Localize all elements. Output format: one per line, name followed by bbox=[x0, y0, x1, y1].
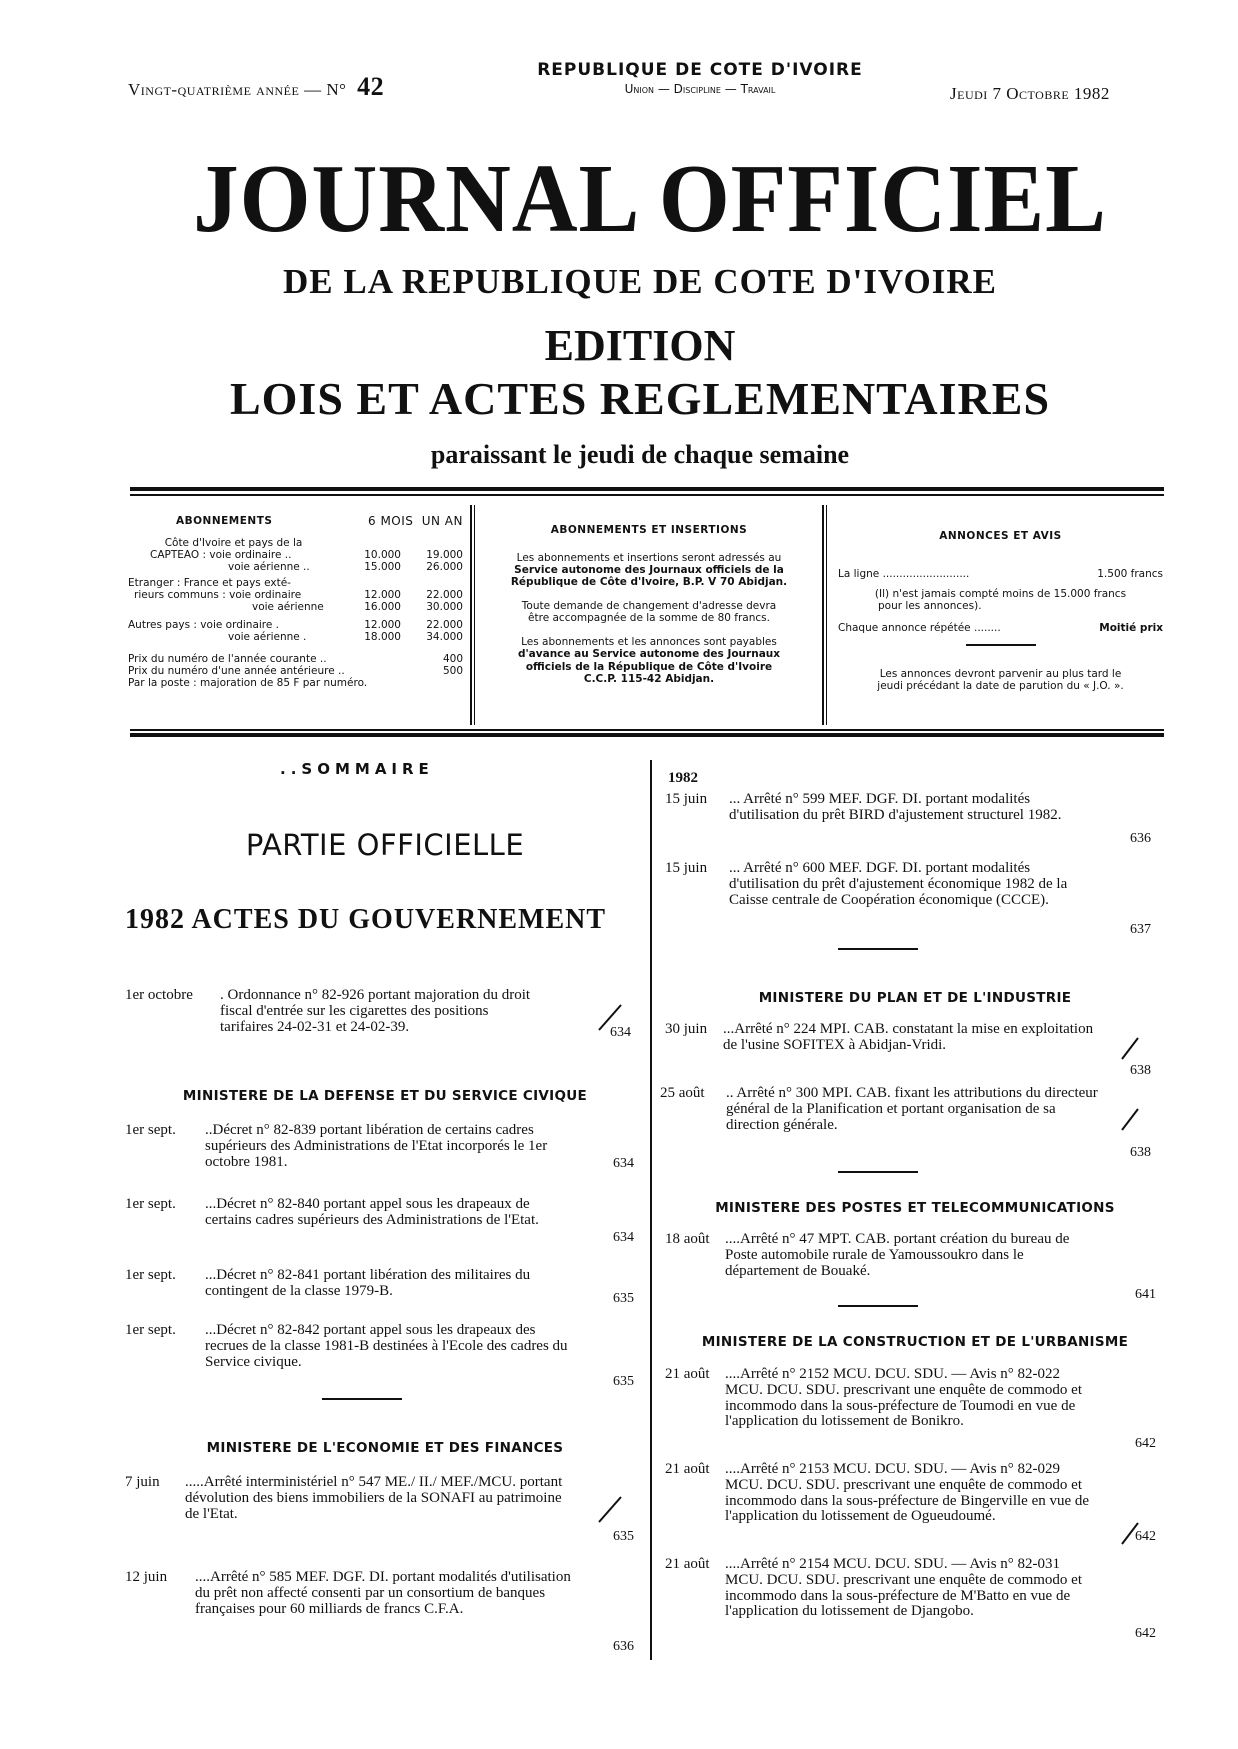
subscriptions-heading: ABONNEMENTS bbox=[176, 515, 273, 527]
ministry-heading: MINISTERE DU PLAN ET DE L'INDUSTRIE bbox=[758, 990, 1072, 1006]
notices-heading: ANNONCES ET AVIS bbox=[939, 530, 1062, 542]
summary-entry: 1er octobre . Ordonnance n° 82-926 portant majoration du droit fiscal d'entrée sur les cigarettes des positions tarifaires 24-02-31 et 24-02-39. 634 bbox=[125, 987, 631, 1040]
section-separator bbox=[838, 1171, 918, 1173]
summary-entry: 1er sept. ..Décret n° 82-839 portant libération de certains cadres supérieurs des Administrations de l'Etat incorporés le 1er octobre 1981. 634 bbox=[125, 1122, 634, 1171]
check-mark-icon bbox=[1120, 1520, 1142, 1548]
box-bottom-rule bbox=[130, 729, 1164, 731]
year-line: Vingt-quatrième année — N° bbox=[128, 80, 347, 99]
box-bottom-rule-thick bbox=[130, 733, 1164, 737]
summary-entry: 1er sept. ...Décret n° 82-841 portant libération des militaires du contingent de la classe 1979-B. 635 bbox=[125, 1267, 634, 1306]
summary-entry: 7 juin .....Arrêté interministériel n° 547 ME./ II./ MEF./MCU. portant dévolution des biens immobiliers de la SONAFI au patrimoine de l'Etat. 635 bbox=[125, 1474, 634, 1544]
summary-entry: 25 août .. Arrêté n° 300 MPI. CAB. fixant les attributions du directeur général de la Planification et portant organisation de sa direction générale. 638 bbox=[660, 1085, 1151, 1160]
inserts-box: ABONNEMENTS ET INSERTIONS Les abonnements et insertions seront adressés au Service autonome des Journaux officiels de la République de Côte d'Ivoire, B.P. V 70 Abidjan. Toute demande de changement d'adresse devra être accompagnée de la somme de 80 francs. Les abonnements et les annonces sont payables d'avance au Service autonome des Journaux officiels de la République de Côte d'Ivoire C.C.P. 115-42 Abidjan. bbox=[484, 524, 814, 685]
sub-row: Etranger : France et pays exté- bbox=[128, 576, 291, 589]
ministry-heading: MINISTERE DES POSTES ET TELECOMMUNICATIONS bbox=[715, 1200, 1115, 1216]
top-rule-thin bbox=[130, 494, 1164, 496]
ministry-heading: MINISTERE DE L'ECONOMIE ET DES FINANCES bbox=[206, 1440, 564, 1456]
issue-date: Jeudi 7 Octobre 1982 bbox=[950, 84, 1110, 103]
sub-row: voie aérienne . 18.000 34.000 bbox=[228, 631, 463, 644]
sub-row: Côte d'Ivoire et pays de la bbox=[164, 536, 303, 549]
sub-row: CAPTEAO : voie ordinaire .. 10.000 19.000 bbox=[150, 548, 463, 561]
edition-label: EDITION bbox=[544, 321, 736, 370]
price-row: Prix du numéro d'une année antérieure .. 500 bbox=[128, 665, 463, 678]
summary-entry: 21 août ....Arrêté n° 2153 MCU. DCU. SDU. — Avis n° 82-029 MCU. DCU. SDU. prescrivant une enquête de commodo et incommodo dans la sous-préfecture de Bingerville en vue de l'application du lotissement de Ogueudoumé. 642 bbox=[665, 1461, 1156, 1544]
subscriptions-box bbox=[128, 515, 463, 689]
section-separator bbox=[838, 1305, 918, 1307]
summary-entry: 18 août ....Arrêté n° 47 MPT. CAB. portant création du bureau de Poste automobile rurale de Yamoussoukro dans le département de Bouaké. 641 bbox=[665, 1231, 1156, 1302]
check-mark-icon bbox=[1120, 1035, 1142, 1063]
col-one-year: UN AN bbox=[421, 514, 463, 528]
section-separator bbox=[322, 1398, 402, 1400]
notice-separator bbox=[966, 644, 1036, 646]
sub-row: rieurs communs : voie ordinaire 12.000 22.000 bbox=[134, 589, 463, 602]
box-divider bbox=[822, 505, 824, 725]
check-mark-icon bbox=[597, 1494, 625, 1526]
check-mark-icon bbox=[597, 1002, 625, 1034]
summary-entry: 15 juin ... Arrêté n° 600 MEF. DGF. DI. portant modalités d'utilisation du prêt d'ajustement économique 1982 de la Caisse centrale de Coopération économique (CCCE). 637 bbox=[665, 860, 1151, 937]
ministry-heading: MINISTERE DE LA CONSTRUCTION ET DE L'URBANISME bbox=[701, 1334, 1129, 1350]
col-six-months: 6 MOIS bbox=[368, 514, 414, 528]
ministry-heading: MINISTERE DE LA DEFENSE ET DU SERVICE CIVIQUE bbox=[182, 1088, 588, 1104]
year-label: 1982 bbox=[668, 770, 698, 786]
issue-number: 42 bbox=[357, 72, 385, 101]
notices-box: ANNONCES ET AVIS La ligne .......................... 1.500 francs (Il) n'est jamais compté moins de 15.000 francs pour les annonces). Chaque annonce répétée ........ Moitié prix Les annonces devront parvenir au plus tard le jeudi précédant la date de parution du « J.O. ». bbox=[838, 530, 1163, 692]
republic-motto: Union — Discipline — Travail bbox=[624, 82, 776, 96]
sub-row: voie aérienne .. 15.000 26.000 bbox=[228, 560, 463, 573]
summary-entry: 1er sept. ...Décret n° 82-842 portant appel sous les drapeaux des recrues de la classe 1981-B destinées à l'Ecole des cadres du Service civique. 635 bbox=[125, 1322, 634, 1389]
summary-entry: 21 août ....Arrêté n° 2152 MCU. DCU. SDU. — Avis n° 82-022 MCU. DCU. SDU. prescrivant une enquête de commodo et incommodo dans la sous-préfecture de Toumodi en vue de l'application du lotissement de Bonikro. 642 bbox=[665, 1366, 1156, 1451]
column-divider bbox=[650, 760, 652, 1660]
section-separator bbox=[838, 948, 918, 950]
republic-block bbox=[520, 60, 880, 96]
publication-frequency: paraissant le jeudi de chaque semaine bbox=[430, 440, 850, 469]
journal-title: JOURNAL OFFICIEL bbox=[193, 145, 1107, 253]
box-divider bbox=[470, 505, 472, 725]
summary-entry: 15 juin ... Arrêté n° 599 MEF. DGF. DI. portant modalités d'utilisation du prêt BIRD d'ajustement structurel 1982. 636 bbox=[665, 791, 1151, 846]
edition-name: LOIS ET ACTES REGLEMENTAIRES bbox=[229, 373, 1051, 424]
sub-row: voie aérienne 16.000 30.000 bbox=[252, 601, 463, 614]
inserts-heading: ABONNEMENTS ET INSERTIONS bbox=[550, 524, 748, 536]
sommaire-title: ..SOMMAIRE bbox=[280, 760, 434, 778]
top-rule bbox=[130, 487, 1164, 491]
box-divider bbox=[474, 505, 475, 725]
journal-subtitle: DE LA REPUBLIQUE DE COTE D'IVOIRE bbox=[283, 262, 997, 301]
republic-name: REPUBLIQUE DE COTE D'IVOIRE bbox=[537, 60, 863, 80]
sub-row: Autres pays : voie ordinaire . 12.000 22.000 bbox=[128, 619, 463, 632]
summary-entry: 21 août ....Arrêté n° 2154 MCU. DCU. SDU. — Avis n° 82-031 MCU. DCU. SDU. prescrivant une enquête de commodo et incommodo dans la sous-préfecture de M'Batto en vue de l'application du lotissement de Djangobo. 642 bbox=[665, 1556, 1156, 1641]
actes-heading: 1982 ACTES DU GOUVERNEMENT bbox=[125, 904, 607, 935]
summary-entry: 30 juin ...Arrêté n° 224 MPI. CAB. constatant la mise en exploitation de l'usine SOFITEX à Abidjan-Vridi. 638 bbox=[665, 1021, 1151, 1078]
partie-officielle: PARTIE OFFICIELLE bbox=[245, 828, 525, 862]
price-row: Prix du numéro de l'année courante .. 400 bbox=[128, 653, 463, 666]
summary-entry: 12 juin ....Arrêté n° 585 MEF. DGF. DI. portant modalités d'utilisation du prêt non affecté consenti par un consortium de banques françaises pour 60 milliards de francs C.F.A. 636 bbox=[125, 1569, 634, 1654]
price-row: Par la poste : majoration de 85 F par numéro. bbox=[128, 677, 368, 690]
check-mark-icon bbox=[1120, 1106, 1142, 1134]
box-divider bbox=[826, 505, 827, 725]
summary-entry: 1er sept. ...Décret n° 82-840 portant appel sous les drapeaux de certains cadres supérieurs des Administrations de l'Etat. 634 bbox=[125, 1196, 634, 1245]
issue-line bbox=[128, 72, 384, 102]
